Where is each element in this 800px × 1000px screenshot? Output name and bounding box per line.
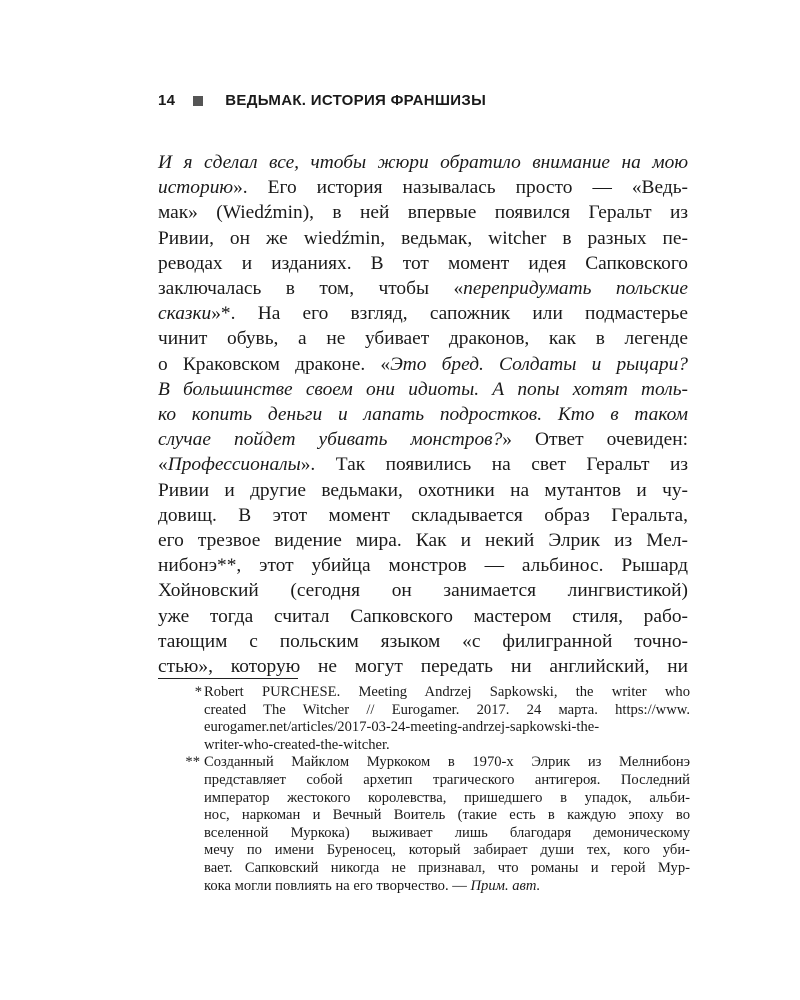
text-line	[158, 200, 688, 225]
text-segment: вселенной Муркока) выживает лишь благодаря демоническому	[204, 824, 690, 841]
text-line	[158, 528, 688, 553]
footnote-mark: *	[194, 684, 202, 700]
text-segment: Хойновский (сегодня он занимается лингвистикой)	[158, 580, 688, 602]
footnote-line	[204, 702, 690, 720]
square-bullet-icon	[193, 96, 203, 106]
footnote-line	[204, 860, 690, 878]
text-segment: eurogamer.net/articles/2017-03-24-meeting-andrzej-sapkowski-the-	[204, 719, 600, 736]
text-segment: нос, наркоман и Вечный Воитель (такие есть в каждую эпоху во	[204, 807, 690, 824]
text-line	[158, 150, 688, 175]
text-segment: » Ответ очевиден:	[502, 429, 688, 451]
text-segment: заключалась в том, чтобы «	[158, 278, 464, 300]
text-segment: его трезвое видение мира. Как и некий Элрик из Мел-	[158, 530, 688, 552]
text-segment: реводах и изданиях. В тот момент идея Сапковского	[158, 252, 688, 274]
italic-text: Профессионалы	[167, 454, 301, 476]
text-segment: »*. На его взгляд, сапожник или подмастерье	[211, 303, 688, 325]
italic-text: перепридумать польские	[463, 278, 688, 300]
text-line	[158, 377, 688, 402]
footnote-line	[204, 842, 690, 860]
italic-text: В большинстве своем они идиоты. А попы хотят толь-	[158, 378, 688, 400]
book-title: ВЕДЬМАК. ИСТОРИЯ ФРАНШИЗЫ	[225, 92, 487, 109]
text-line	[158, 402, 688, 427]
text-line	[158, 553, 688, 578]
text-line	[158, 251, 688, 276]
text-segment: мечу по имени Буреносец, который забирает души тех, кого уби-	[204, 842, 690, 859]
footnote-line	[204, 790, 690, 808]
text-segment: created The Witcher // Eurogamer. 2017. 24 марта. https://www.	[204, 701, 690, 718]
text-segment: о Краковском драконе. «	[158, 353, 391, 375]
main-text	[158, 150, 688, 679]
text-segment: ». Так появились на свет Геральт из	[300, 454, 688, 476]
footnote-line	[204, 719, 690, 737]
text-line	[158, 654, 688, 679]
text-line	[158, 478, 688, 503]
text-segment: стью», которую не могут передать ни английский, ни	[158, 656, 688, 678]
footnote-line	[204, 737, 690, 755]
footnote	[182, 684, 690, 754]
footnote-line	[204, 878, 690, 896]
footnote-line	[204, 684, 690, 702]
text-segment: Ривии и другие ведьмаки, охотники на мутантов и чу-	[158, 479, 688, 501]
text-segment: Ривии, он же wiedźmin, ведьмак, witcher в разных пе-	[158, 227, 688, 249]
text-line	[158, 629, 688, 654]
page-number: 14	[158, 92, 176, 109]
footnote-line	[204, 825, 690, 843]
italic-text: случае пойдет убивать монстров?	[158, 429, 503, 451]
text-segment: представляет собой архетип трагического антигероя. Последний	[204, 771, 690, 788]
italic-text: историю	[158, 177, 234, 199]
footnote-line	[204, 807, 690, 825]
italic-text: Это бред. Солдаты и рыцари?	[390, 353, 688, 375]
text-segment: writer-who-created-the-witcher.	[204, 736, 390, 753]
text-segment: чинит обувь, а не убивает драконов, как в легенде	[158, 328, 688, 350]
italic-text: ко копить деньги и лапать подростков. Кто в таком	[158, 404, 688, 426]
italic-text: Прим. авт.	[470, 877, 541, 894]
footnote-divider	[158, 678, 298, 679]
text-segment: нибонэ**, этот убийца монстров — альбинос. Рышард	[158, 555, 688, 577]
text-segment: уже тогда считал Сапковского мастером стиля, рабо-	[158, 605, 688, 627]
text-line	[158, 352, 688, 377]
text-line	[158, 226, 688, 251]
italic-text: сказки	[158, 303, 212, 325]
text-segment: тающим с польским языком «с филигранной точно-	[158, 630, 688, 652]
footnote	[182, 754, 690, 895]
text-segment: довищ. В этот момент складывается образ Геральта,	[158, 504, 688, 526]
text-line	[158, 326, 688, 351]
text-line	[158, 452, 688, 477]
text-segment: ». Его история называлась просто — «Ведь-	[233, 177, 688, 199]
text-segment: Созданный Майклом Муркоком в 1970-х Элрик из Мелнибонэ	[204, 754, 690, 771]
text-line	[158, 175, 688, 200]
text-segment: вает. Сапковский никогда не признавал, что романы и герой Мур-	[204, 859, 690, 876]
footnotes	[182, 684, 690, 895]
text-segment: Robert PURCHESE. Meeting Andrzej Sapkowski, the writer who	[204, 684, 690, 700]
footnote-mark: **	[185, 754, 200, 771]
italic-text: И я сделал все, чтобы жюри обратило внимание на мою	[158, 152, 688, 173]
text-segment: «	[158, 454, 168, 476]
text-line	[158, 604, 688, 629]
text-segment: кока могли повлиять на его творчество. —	[204, 877, 471, 894]
footnote-line	[204, 754, 690, 772]
text-line	[158, 301, 688, 326]
text-segment: император жестокого королевства, пришедшего в упадок, альби-	[204, 789, 690, 806]
text-line	[158, 503, 688, 528]
footnote-line	[204, 772, 690, 790]
text-line	[158, 276, 688, 301]
text-segment: мак» (Wiedźmin), в ней впервые появился Геральт из	[158, 202, 688, 224]
text-line	[158, 427, 688, 452]
running-header	[158, 92, 486, 109]
text-line	[158, 578, 688, 603]
